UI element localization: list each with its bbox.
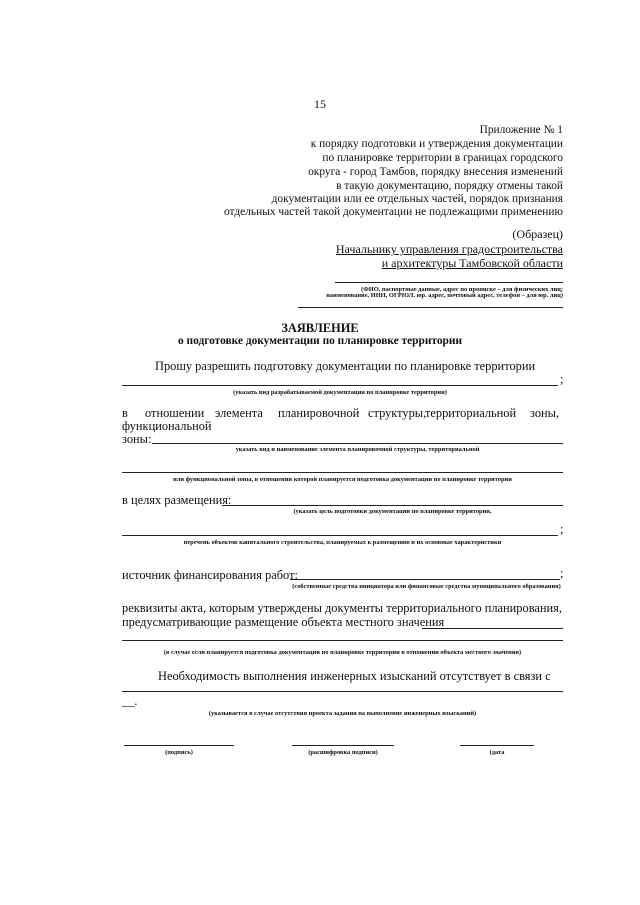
applicant-line-2 (298, 307, 563, 308)
element-word-4: планировочной (278, 406, 360, 420)
act-line-1: реквизиты акта, которым утверждены документы территориального планирования, (122, 601, 562, 615)
appendix-line-2: по планировке территории в границах городского (322, 152, 563, 164)
surveys-field (122, 691, 563, 692)
element-line-2: функциональной (122, 419, 212, 433)
element-field-2 (122, 472, 563, 473)
date-hint: (дата (489, 749, 505, 756)
appendix-line-1: к порядку подготовки и утверждения документации (310, 138, 563, 150)
funding-label: источник финансирования работ: (122, 568, 298, 582)
purpose-end-mark: ; (560, 522, 564, 536)
signature-decode-line (292, 745, 394, 746)
element-word-2: отношении (145, 406, 205, 420)
applicant-hint-2: наименование, ИНН, ОГРЮЛ, юр. адрес, почтовый адрес, телефон – для юр. лиц) (326, 292, 563, 299)
request-end-mark: ; (560, 372, 564, 386)
element-field-1 (152, 443, 563, 444)
purpose-hint-2: перечень объектов капитального строительства, планируемых к размещению и их основные характеристики (183, 539, 502, 546)
purpose-field-1 (222, 505, 563, 506)
act-line-2: предусматривающие размещение объекта местного значения (122, 615, 445, 629)
addressee-line-1: Начальнику управления градостроительства (335, 242, 563, 256)
funding-end-mark: ; (560, 566, 564, 580)
act-hint: (в случае если планируется подготовка документации по планировке территории в отношении объекта местного значения) (163, 649, 522, 656)
element-line-3: зоны: (122, 432, 152, 446)
element-hint-2: или функциональной зоны, в отношении которой планируется подготовка документации по планировке территории (173, 476, 512, 483)
appendix-line-5: документации или ее отдельных частей, порядок признания (271, 193, 563, 205)
surveys-text: Необходимость выполнения инженерных изысканий отсутствует в связи с (158, 669, 551, 683)
addressee-line-2: и архитектуры Тамбовской области (381, 256, 563, 270)
element-word-1: в (122, 406, 128, 420)
element-word-7: зоны, (530, 406, 560, 420)
act-field-1 (422, 628, 563, 629)
sample-label: (Образец) (512, 227, 563, 241)
document-subtitle: о подготовке документации по планировке территории (177, 335, 463, 347)
applicant-hint-1: (ФИО, паспортные данные, адрес по прописке – для физических лиц; (361, 286, 563, 293)
surveys-end-mark: __. (122, 694, 138, 708)
purpose-hint-1: (указать цель подготовки документации по планировке территории, (293, 508, 492, 515)
act-field-2 (122, 640, 563, 641)
document-title: ЗАЯВЛЕНИЕ (281, 321, 359, 335)
element-word-3: элемента (215, 406, 263, 420)
funding-field (290, 579, 560, 580)
appendix-line-4: в такую документацию, порядку отмены такой (336, 180, 563, 192)
appendix-title: Приложение № 1 (479, 124, 563, 136)
element-hint-1: указать вид и наименование элемента планировочной структуры, территориальной (235, 446, 480, 453)
appendix-line-6: отдельных частей такой документации не подлежащими применению (224, 206, 563, 218)
element-word-5: структуры, (368, 406, 427, 420)
element-word-6: территориальной (425, 406, 517, 420)
appendix-line-3: округа - город Тамбов, порядку внесения изменений (308, 166, 563, 178)
signature-line (124, 745, 234, 746)
signature-decode-hint: (расшифровка подписи) (308, 749, 378, 756)
purpose-label: в целях размещения: (122, 493, 232, 507)
date-line (460, 745, 534, 746)
surveys-hint: (указывается в случае отсутствия проекта задания на выполнение инженерных изысканий) (208, 710, 477, 717)
page-number: 15 (314, 97, 326, 111)
request-field (122, 385, 558, 386)
request-text: Прошу разрешить подготовку документации по планировке территории (155, 359, 536, 373)
funding-hint: (собственные средства инициатора или финансовые средства муниципального образования) (292, 583, 561, 590)
purpose-field-2 (122, 535, 558, 536)
signature-hint: (подпись) (165, 749, 193, 756)
applicant-line-1 (335, 282, 563, 283)
request-hint: (указать вид разрабатываемой документации по планировке территории) (233, 389, 447, 396)
